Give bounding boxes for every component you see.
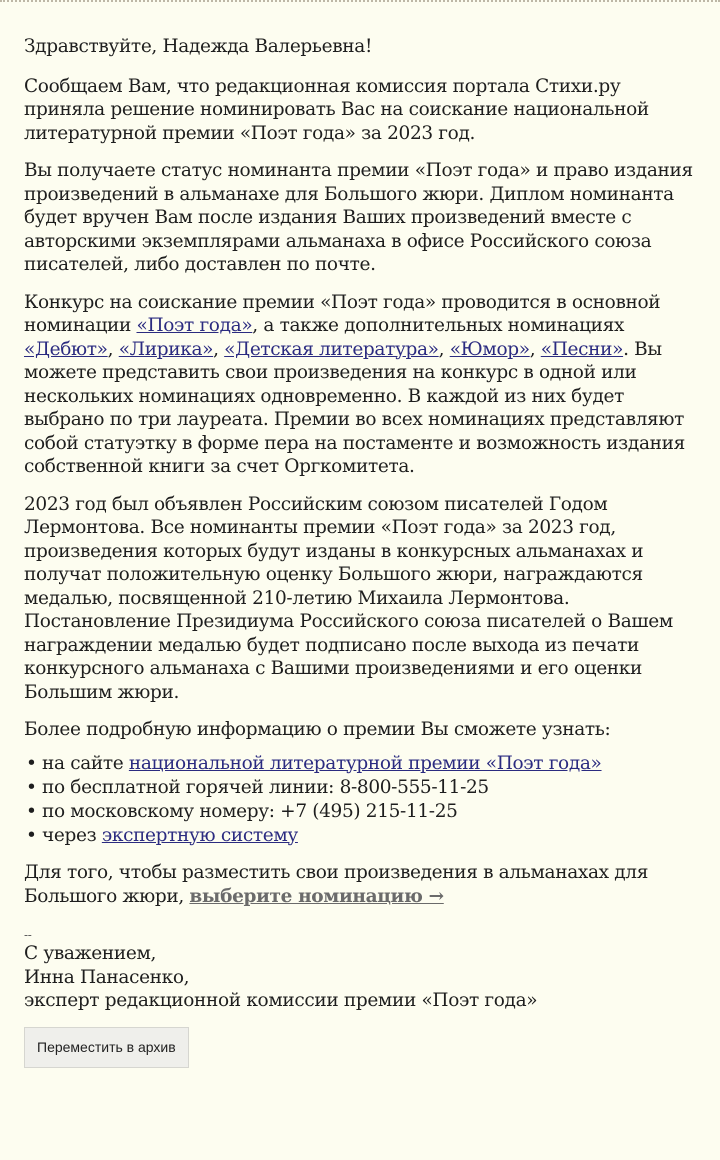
link-lyrics[interactable]: «Лирика»: [118, 338, 214, 360]
link-debut[interactable]: «Дебют»: [24, 338, 108, 360]
move-to-archive-button[interactable]: Переместить в архив: [24, 1027, 189, 1069]
choose-nomination-link[interactable]: выберите номинацию →: [189, 885, 444, 907]
paragraph-nomination: Сообщаем Вам, что редакционная комиссия портала Стихи.ру приняла решение номинировать Вас на соискание национальной литературной премии «Поэт года» за 2023 год.: [24, 75, 649, 144]
bullet-icon: •: [26, 752, 37, 774]
paragraph-more-info: Более подробную информацию о премии Вы сможете узнать:: [24, 719, 611, 740]
link-poet-of-year[interactable]: «Поэт года»: [136, 315, 253, 336]
signature: [24, 942, 696, 1013]
link-children-literature[interactable]: «Детская литература»: [224, 338, 439, 360]
link-songs[interactable]: «Песни»: [540, 338, 624, 360]
link-award-site[interactable]: национальной литературной премии «Поэт года»: [128, 752, 602, 774]
top-divider: [0, 0, 720, 2]
paragraph-contest: Конкурс на соискание премии «Поэт года» проводится в основной номинации «Поэт года», а также дополнительных номинациях «Дебют», «Лирика», «Детская литература», «Юмор», «Песни». Вы можете представить свои произведения на конкурс в одной или нескольких номинациях одновременно. В каждой из них будет выбрано по три лауреата. Премии во всех номинациях представляют собой статуэтку в форме пера на постаменте и возможность издания собственной книги за счет Оргкомитета.: [24, 291, 685, 477]
bullet-icon: •: [26, 800, 37, 822]
info-list: [24, 752, 696, 848]
signature-name: Инна Панасенко,: [24, 966, 190, 988]
link-expert-system[interactable]: экспертную систему: [101, 824, 298, 846]
signature-role: эксперт редакционной комиссии премии «Поэт года»: [24, 990, 538, 1011]
paragraph-lermontov: 2023 год был объявлен Российским союзом писателей Годом Лермонтова. Все номинанты премии «Поэт года» за 2023 год, произведения которых будут изданы в конкурсных альманахах и получат положительную оценку Большого жюри, награждаются медалью, посвященной 210-летию Михаила Лермонтова. Постановление Президиума Российского союза писателей о Вашем награждении медалью будет подписано после выхода из печати конкурсного альманаха с Вашими произведениями и его оценки Большим жюри.: [24, 493, 673, 703]
list-item: • по бесплатной горячей линии: 8-800-555-11-25: [26, 776, 489, 798]
list-item: • по московскому номеру: +7 (495) 215-11-25: [26, 800, 458, 822]
bullet-icon: •: [26, 824, 37, 846]
list-item: • через экспертную систему: [26, 824, 298, 846]
list-item: • на сайте национальной литературной премии «Поэт года»: [26, 752, 602, 774]
signature-separator: --: [24, 928, 32, 942]
signature-regards: С уважением,: [24, 943, 157, 964]
greeting: Здравствуйте, Надежда Валерьевна!: [24, 36, 373, 57]
bullet-icon: •: [26, 776, 37, 798]
paragraph-status: Вы получаете статус номинанта премии «Поэт года» и право издания произведений в альманахе для Большого жюри. Диплом номинанта будет вручен Вам после издания Ваших произведений вместе с авторскими экземплярами альманаха в офисе Российского союза писателей, либо доставлен по почте.: [24, 160, 693, 275]
link-humor[interactable]: «Юмор»: [449, 338, 530, 360]
paragraph-closing: Для того, чтобы разместить свои произведения в альманахах для Большого жюри, выберите номинацию →: [24, 862, 649, 907]
message-body: [0, 35, 720, 1068]
